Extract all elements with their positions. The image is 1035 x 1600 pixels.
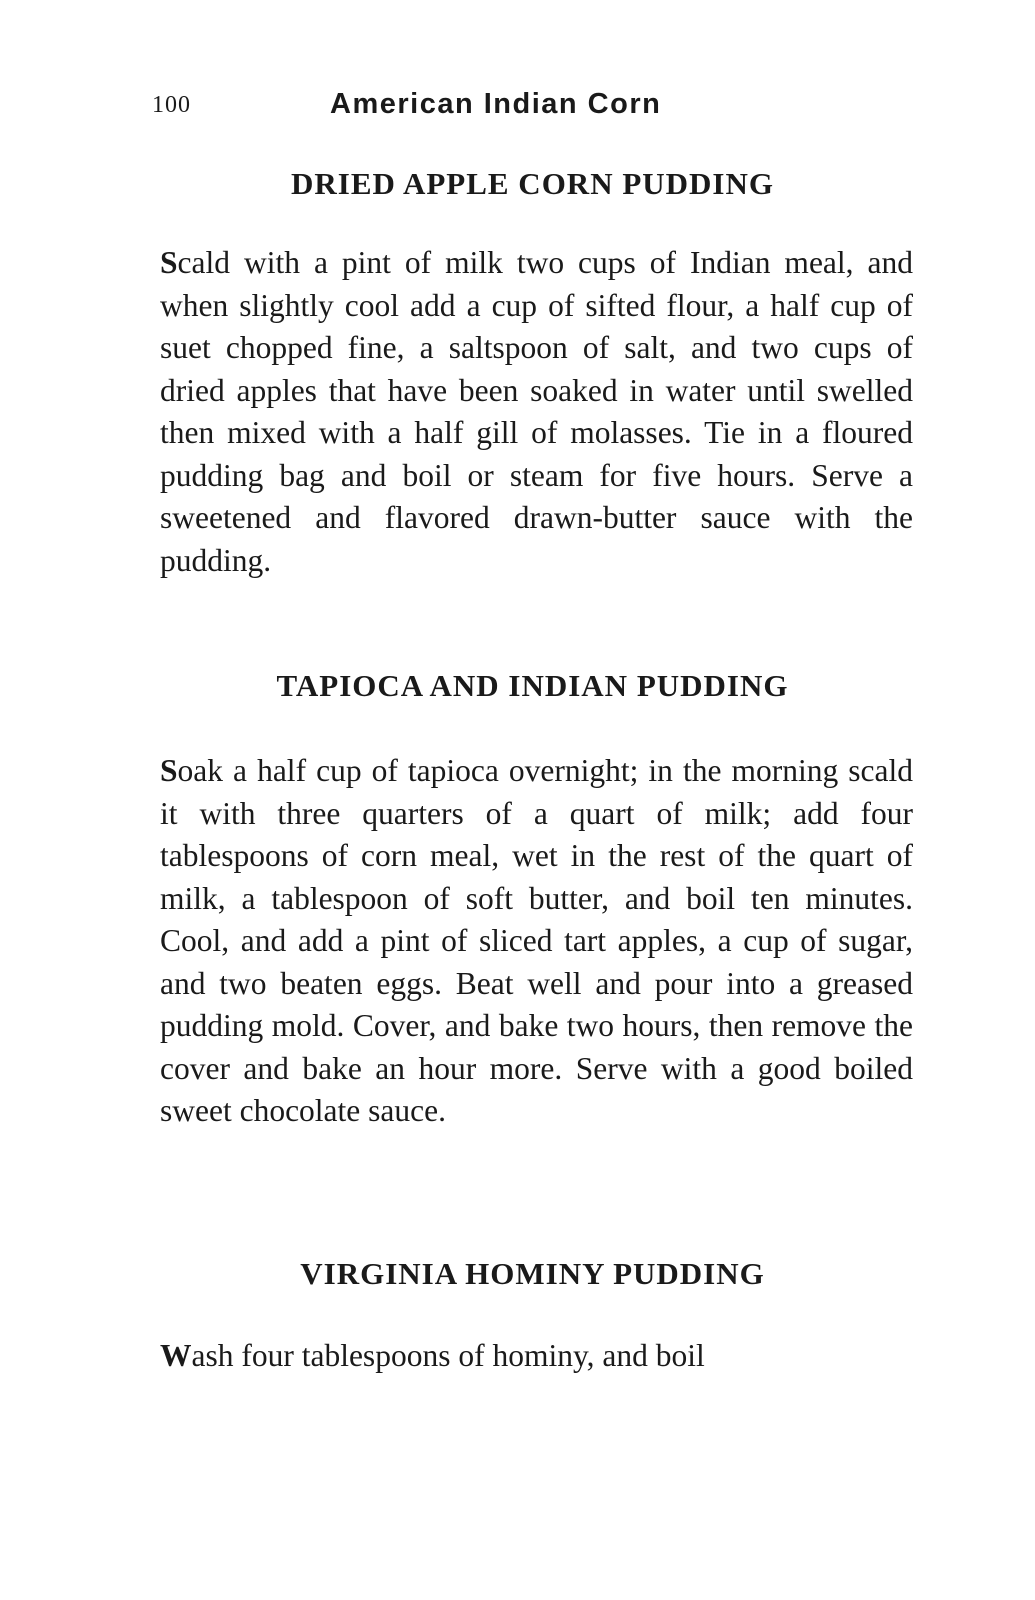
recipe-title-virginia-hominy-pudding: VIRGINIA HOMINY PUDDING (300, 1256, 765, 1291)
recipe-title-tapioca-and-indian-pudding: TAPIOCA AND INDIAN PUDDING (276, 668, 789, 703)
recipe-text: cald with a pint of milk two cups of Indian meal, and when slightly cool add a cup of sifted flour, a half cup of suet chopped fine, a saltspoon of salt, and two cups of dried apples that have been soaked in water until swelled then mixed with a half gill of molasses. Tie in a floured pudding bag and boil or steam for five hours. Serve a sweetened and flavored drawn-butter sauce with the pudding. (160, 245, 913, 578)
book-title: American Indian Corn (330, 88, 662, 120)
recipe-body-virginia-hominy-pudding (160, 1335, 913, 1378)
page-number: 100 (152, 92, 191, 118)
recipe-body-tapioca-and-indian-pudding (160, 750, 913, 1133)
recipe-body-dried-apple-corn-pudding (160, 242, 913, 582)
initial-letter: W (160, 1338, 192, 1373)
initial-letter: S (160, 245, 178, 280)
initial-letter: S (160, 753, 178, 788)
running-head (152, 88, 892, 128)
recipe-title-dried-apple-corn-pudding: DRIED APPLE CORN PUDDING (291, 166, 774, 201)
recipe-text: ash four tablespoons of hominy, and boil (191, 1338, 705, 1373)
recipe-text: oak a half cup of tapioca overnight; in the morning scald it with three quarters of a quart of milk; add four tablespoons of corn meal, wet in the rest of the quart of milk, a tablespoon of soft butter, and boil ten minutes. Cool, and add a pint of sliced tart apples, a cup of sugar, and two beaten eggs. Beat well and pour into a greased pudding mold. Cover, and bake two hours, then remove the cover and bake an hour more. Serve with a good boiled sweet chocolate sauce. (160, 753, 913, 1128)
